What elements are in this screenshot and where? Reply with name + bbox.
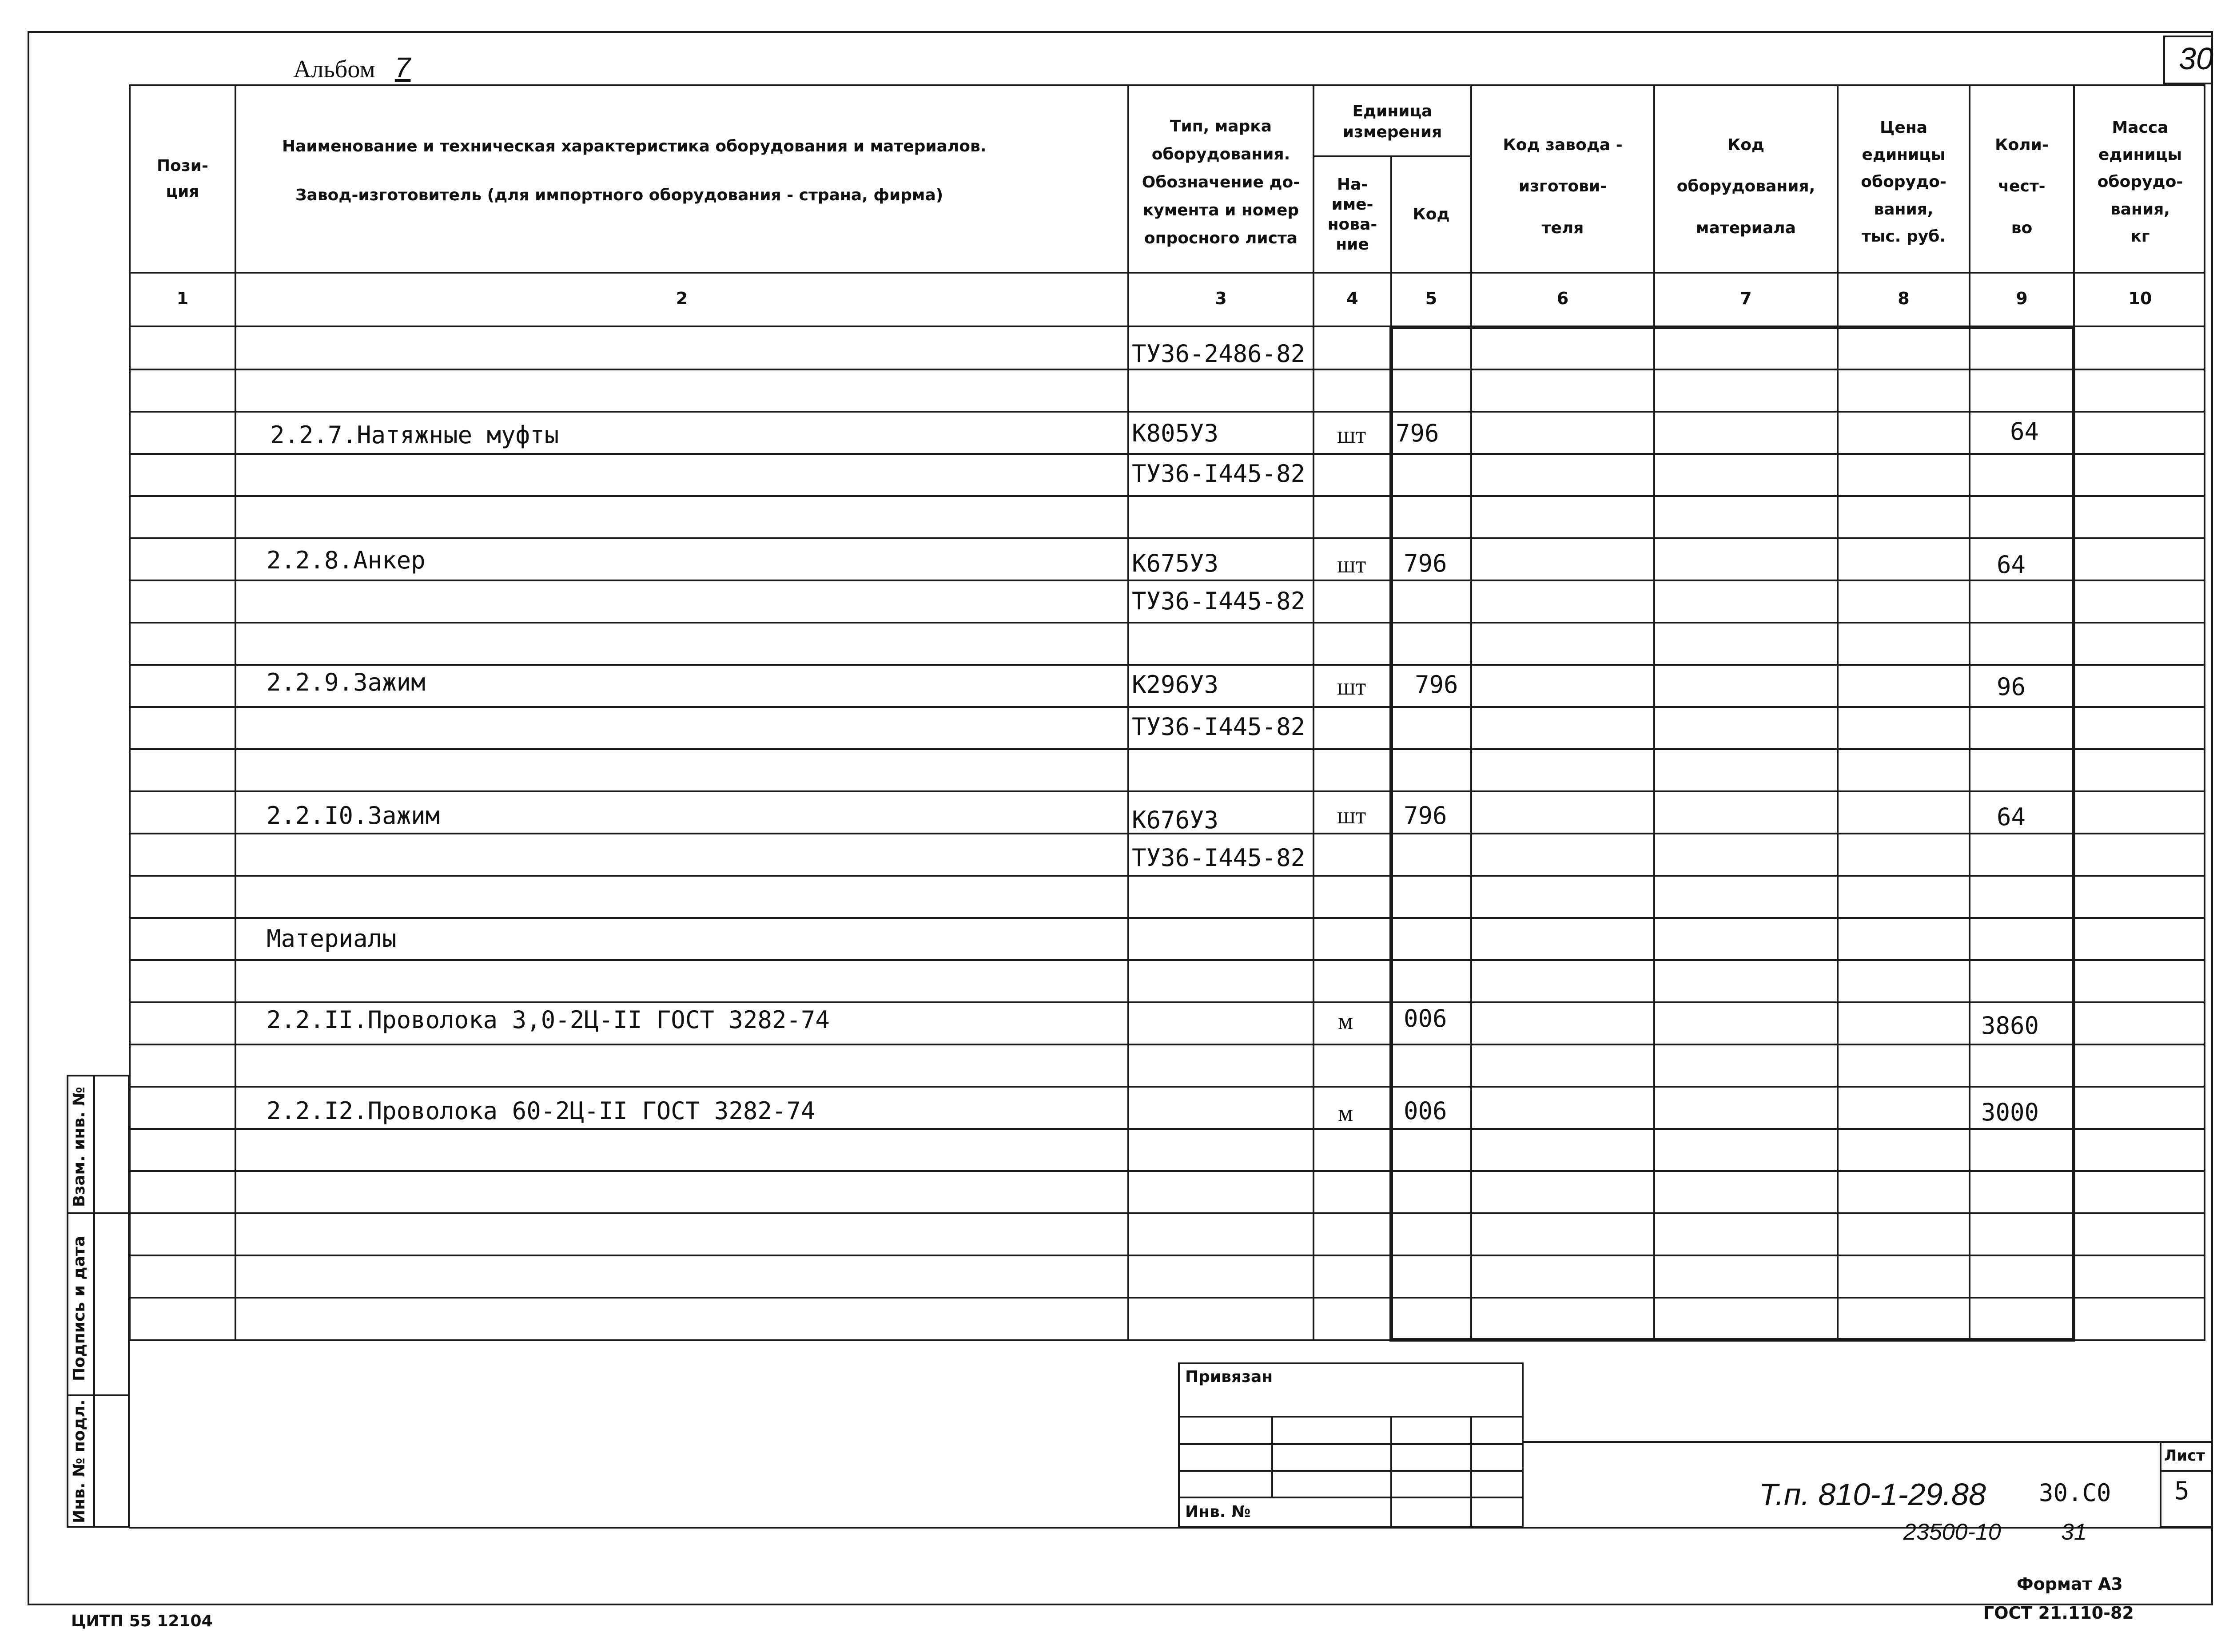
row-line [129, 495, 2205, 497]
row-unit: шт [1337, 802, 1366, 829]
header-col5: Код [1413, 205, 1450, 224]
row-line [129, 580, 2205, 581]
order-suffix: 31 [2061, 1519, 2087, 1545]
colnum-9: 9 [2016, 289, 2028, 308]
colnum-bottom [129, 326, 2205, 327]
side-strip-sep [67, 1212, 130, 1214]
section-heading-materials: Материалы [267, 925, 397, 953]
header-col7: Код оборудования, материала [1676, 135, 1815, 237]
inv-label: Инв. № [1185, 1503, 1251, 1521]
row-line [129, 790, 2205, 792]
row-qty: 64 [1997, 803, 2026, 831]
colnum-1: 1 [176, 289, 189, 308]
side-label-signature-date: Подпись и дата [70, 1236, 88, 1381]
album-label-text: Альбом [293, 56, 375, 83]
row-line [129, 1212, 2205, 1214]
row-code: 796 [1396, 419, 1439, 447]
row-line [129, 1044, 2205, 1045]
row-line [129, 959, 2205, 961]
row-type: К675УЗ [1132, 549, 1219, 577]
side-strip-sep [67, 1394, 130, 1396]
row-line [129, 1001, 2205, 1003]
sheet-number: 5 [2174, 1477, 2189, 1505]
row-qty: 96 [1997, 673, 2026, 701]
row-name: 2.2.8.Анкер [267, 546, 426, 574]
row-line [129, 537, 2205, 539]
row-qty: 3000 [1981, 1098, 2039, 1126]
header-col10: Масса единицы оборудо- вания, кг [2097, 119, 2183, 246]
row-type: ТУ36-I445-82 [1132, 713, 1306, 741]
row-unit: м [1338, 1100, 1353, 1126]
row-unit: шт [1337, 421, 1366, 448]
side-label-inv-orig: Инв. № подл. [70, 1399, 88, 1523]
row-code: 006 [1404, 1005, 1447, 1032]
album-number: 7 [394, 52, 411, 83]
header-col6: Код завода - изготови- теля [1503, 135, 1623, 237]
sheet-box-sep [2160, 1470, 2213, 1472]
row-name: 2.2.I0.Зажим [267, 802, 440, 830]
row-name: 2.2.I2.Проволока 60-2Ц-II ГОСТ 3282-74 [267, 1097, 816, 1125]
bound-col [1390, 1416, 1392, 1527]
row-line [129, 369, 2205, 370]
title-top [1524, 1441, 2213, 1443]
row-code: 796 [1404, 802, 1447, 830]
row-name: 2.2.II.Проволока 3,0-2Ц-II ГОСТ 3282-74 [267, 1006, 830, 1034]
row-unit: шт [1337, 673, 1366, 700]
colnum-2: 2 [676, 289, 688, 308]
row-code: 006 [1404, 1097, 1447, 1125]
row-type: ТУ36-2486-82 [1132, 340, 1306, 368]
row-type: ТУ36-I445-82 [1132, 587, 1306, 615]
row-qty: 64 [2010, 417, 2039, 445]
corner-number: 30 [2179, 41, 2213, 76]
row-line [129, 1255, 2205, 1256]
bound-label: Привязан [1185, 1368, 1273, 1386]
sheet-label: Лист [2164, 1447, 2205, 1465]
colnum-4: 4 [1346, 289, 1358, 308]
header-bottom [129, 272, 2205, 274]
header-col1: Пози- ция [157, 157, 208, 201]
bound-col [1271, 1416, 1273, 1497]
header-col4: На- име- нова- ние [1327, 175, 1377, 254]
header-col9: Коли- чест- во [1995, 135, 2049, 237]
colnum-8: 8 [1898, 289, 1910, 308]
row-line [129, 1297, 2205, 1299]
bold-bottom [1389, 1338, 2075, 1342]
standard-label: ГОСТ 21.110-82 [1983, 1603, 2134, 1623]
printer-label: ЦИТП 55 12104 [71, 1612, 213, 1630]
colnum-3: 3 [1215, 289, 1227, 308]
row-code: 796 [1415, 671, 1458, 699]
header-col2-line2: Завод-изготовитель (для импортного оборудования - страна, фирма) [295, 186, 943, 205]
row-unit: шт [1337, 551, 1366, 578]
row-line [129, 748, 2205, 750]
row-line [129, 917, 2205, 919]
doc-suffix: 30.С0 [2039, 1479, 2111, 1507]
row-name: 2.2.9.Зажим [267, 668, 426, 696]
doc-code: Т.п. 810-1-29.88 [1759, 1477, 1986, 1512]
row-qty: 3860 [1981, 1012, 2039, 1040]
stamp-bottom [129, 1527, 2213, 1529]
colnum-10: 10 [2128, 289, 2152, 308]
row-name: 2.2.7.Натяжные муфты [270, 421, 559, 449]
side-strip-divider [93, 1075, 95, 1528]
header-col2-line1: Наименование и техническая характеристика оборудования и материалов. [282, 137, 987, 156]
row-line [129, 664, 2205, 666]
format-label: Формат А3 [2017, 1574, 2123, 1594]
header-col8: Цена единицы оборудо- вания, тыс. руб. [1861, 119, 1946, 246]
row-line [129, 453, 2205, 455]
header-col3: Тип, марка оборудования. Обозначение до- кумента и номер опросного листа [1142, 117, 1300, 247]
colnum-7: 7 [1740, 289, 1752, 308]
order-number: 23500-10 [1903, 1519, 2001, 1545]
sheet-left-border [28, 31, 29, 1605]
colnum-5: 5 [1425, 289, 1437, 308]
header-col45-group: Единица измерения [1342, 102, 1442, 141]
row-type: К296УЗ [1132, 671, 1219, 699]
row-line [129, 1170, 2205, 1172]
row-type: ТУ36-I445-82 [1132, 460, 1306, 488]
side-label-replace-inv: Взам. инв. № [70, 1087, 88, 1207]
row-line [129, 706, 2205, 708]
row-line [129, 1128, 2205, 1130]
colnum-6: 6 [1556, 289, 1569, 308]
row-type: ТУ36-I445-82 [1132, 844, 1306, 872]
row-line [129, 622, 2205, 623]
row-line [129, 875, 2205, 877]
bound-col [1470, 1416, 1472, 1527]
row-line [129, 1086, 2205, 1088]
row-type: К676УЗ [1132, 806, 1219, 834]
sheet-top-border [28, 31, 2213, 33]
row-qty: 64 [1997, 551, 2026, 579]
album-label [293, 51, 410, 84]
row-line [129, 411, 2205, 413]
row-type: К805УЗ [1132, 419, 1219, 447]
row-code: 796 [1404, 549, 1447, 577]
row-unit: м [1338, 1008, 1353, 1034]
